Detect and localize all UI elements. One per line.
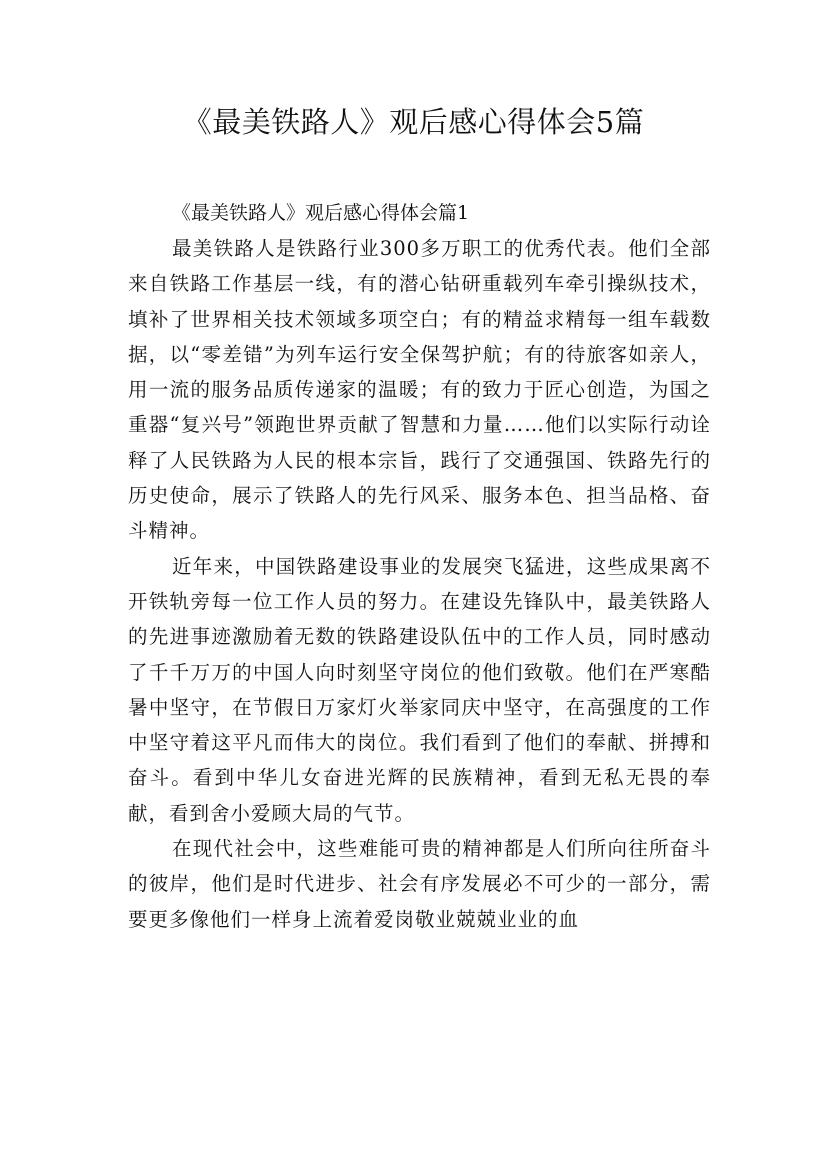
section-heading: 《最美铁路人》观后感心得体会篇1 [172,202,470,224]
document-body [128,195,711,937]
paragraph-2: 近年来，中国铁路建设事业的发展突飞猛进，这些成果离不开铁轨旁每一位工作人员的努力。在建设先锋队中，最美铁路人的先进事迹激励着无数的铁路建设队伍中的工作人员，同时感动了千千万万的中国人向时刻坚守岗位的他们致敬。他们在严寒酷暑中坚守，在节假日万家灯火举家同庆中坚守，在高强度的工作中坚守着这平凡而伟大的岗位。我们看到了他们的奉献、拼搏和奋斗。看到中华儿女奋进光辉的民族精神，看到无私无畏的奉献，看到舍小爱顾大局的气节。 [128,554,711,825]
paragraph-1: 最美铁路人是铁路行业300多万职工的优秀代表。他们全部来自铁路工作基层一线，有的潜心钻研重载列车牵引操纵技术，填补了世界相关技术领域多项空白；有的精益求精每一组车载数据，以“零差错”为列车运行安全保驾护航；有的待旅客如亲人，用一流的服务品质传递家的温暖；有的致力于匠心创造，为国之重器“复兴号”领跑世界贡献了智慧和力量……他们以实际行动诠释了人民铁路为人民的根本宗旨，践行了交通强国、铁路先行的历史使命，展示了铁路人的先行风采、服务本色、担当品格、奋斗精神。 [128,237,711,543]
paragraph-3: 在现代社会中，这些难能可贵的精神都是人们所向往所奋斗的彼岸，他们是时代进步、社会有序发展必不可少的一部分，需要更多像他们一样身上流着爱岗敬业兢兢业业的血 [128,837,711,931]
document-title: 《最美铁路人》观后感心得体会5篇 [182,105,645,139]
